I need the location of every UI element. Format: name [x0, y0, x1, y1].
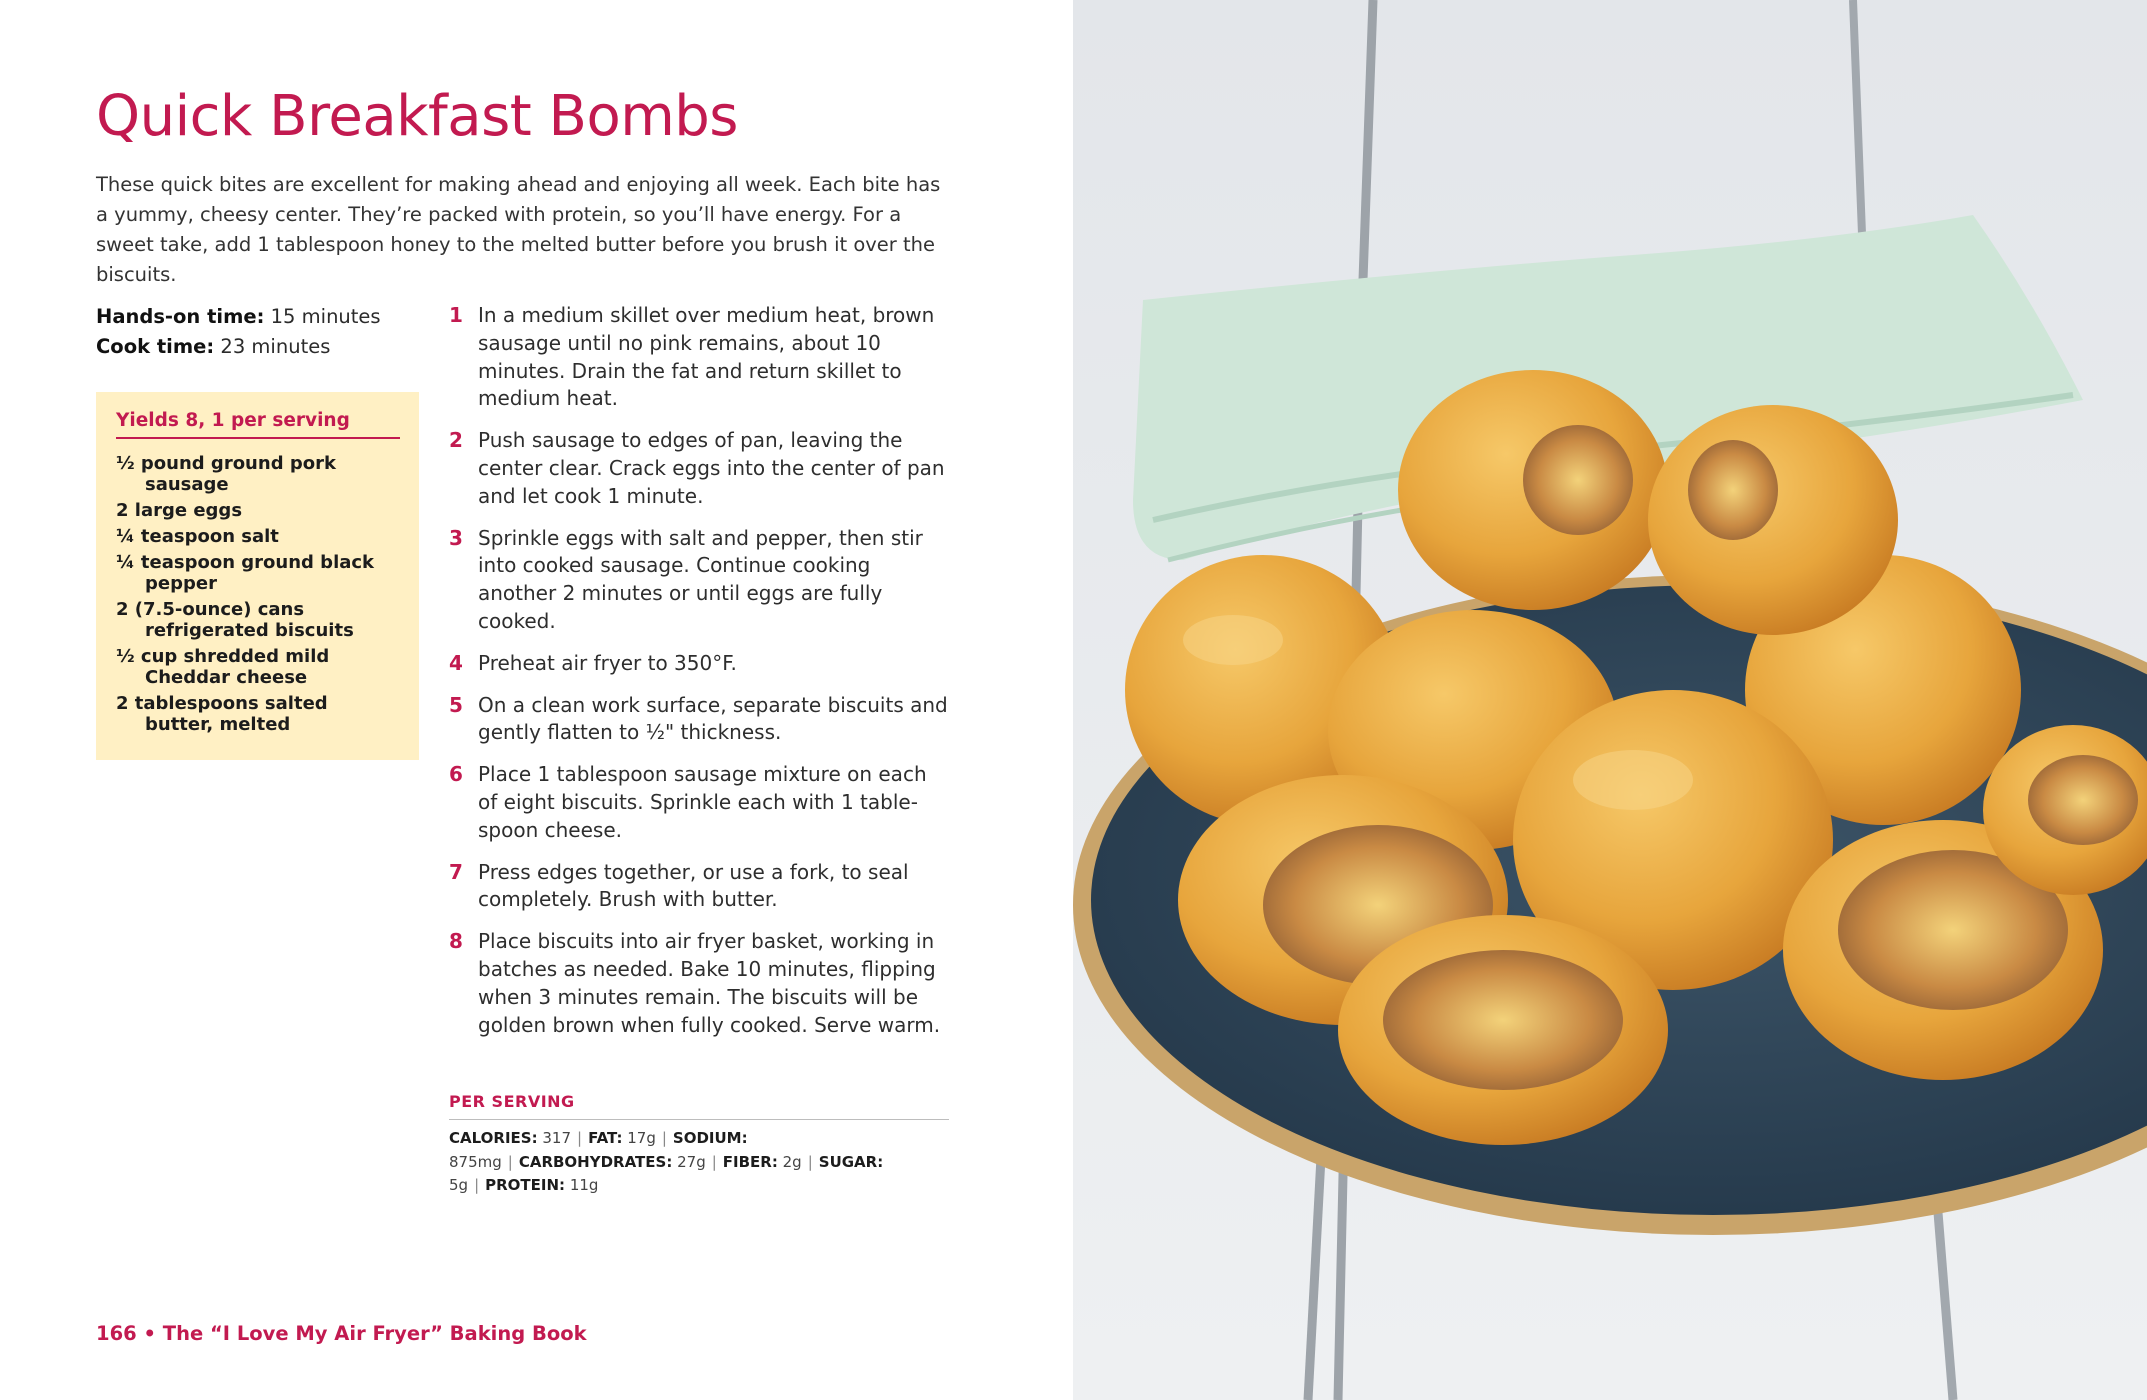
step-item [449, 525, 949, 636]
hands-on-time [96, 302, 426, 332]
step-number: 1 [449, 303, 463, 327]
step-text: Preheat air fryer to 350°F. [478, 650, 737, 675]
ingredient-item: 2 (7.5-ounce) cans refrigerated biscuits [116, 599, 354, 641]
yields-title: Yields 8, 1 per serving [116, 410, 400, 439]
step-item [449, 859, 949, 915]
nutrition-facts [449, 1127, 959, 1198]
step-number: 5 [449, 692, 463, 717]
sodium-label: SODIUM: [672, 1129, 748, 1147]
separator: | [577, 1129, 583, 1147]
calories-value: 317 [542, 1129, 571, 1147]
food-photo-illustration [1073, 0, 2147, 1400]
fat-value: 17g [627, 1129, 656, 1147]
fat-label: FAT: [588, 1129, 623, 1147]
step-text: On a clean work surface, separate biscuits and gently flatten to ½" thickness. [478, 692, 948, 745]
step-item [449, 650, 949, 678]
step-text: Push sausage to edges of pan, leaving the center clear. Crack eggs into the center of pan and let cook 1 minute. [478, 428, 945, 508]
step-item [449, 692, 949, 748]
step-number: 3 [449, 525, 463, 550]
step-number: 8 [449, 929, 463, 954]
ingredient-item: ½ cup shredded mild Cheddar cheese [116, 646, 330, 688]
step-text: Place 1 tablespoon sausage mixture on each of eight biscuits. Sprinkle each with 1 tablespoon cheese. [478, 762, 927, 842]
separator: | [474, 1176, 480, 1194]
food-photo [1073, 0, 2147, 1400]
step-text: Press edges together, or use a fork, to seal completely. Brush with butter. [478, 859, 909, 912]
protein-label: PROTEIN: [485, 1176, 566, 1194]
per-serving-heading: PER SERVING [449, 1092, 949, 1120]
fiber-label: FIBER: [722, 1152, 778, 1171]
footer-bullet: • [143, 1322, 156, 1345]
step-number: 7 [449, 859, 463, 884]
sodium-value: 875mg [449, 1152, 502, 1171]
separator: | [507, 1152, 513, 1171]
time-info [96, 302, 426, 362]
step-item [449, 427, 949, 510]
step-text: Place biscuits into air fryer basket, working in batches as needed. Bake 10 minutes, flipping when 3 minutes remain. The biscuits will be golden brown when fully cooked. Serve warm. [478, 929, 941, 1037]
step-item [449, 302, 949, 413]
step-number: 4 [449, 650, 463, 675]
ingredient-item: 2 large eggs [116, 500, 243, 521]
step-text: Sprinkle eggs with salt and pepper, then stir into cooked sausage. Continue cooking another 2 minutes or until eggs are fully cooked. [478, 525, 923, 633]
instruction-steps [449, 302, 949, 1053]
ingredient-item: ½ pound ground pork sausage [116, 453, 336, 495]
calories-label: CALORIES: [449, 1129, 538, 1147]
separator: | [807, 1152, 813, 1171]
carbs-value: 27g [677, 1152, 706, 1171]
ingredient-item: 2 tablespoons salted butter, melted [116, 693, 328, 735]
ingredients-box [96, 392, 419, 760]
cook-label: Cook time: [96, 335, 215, 358]
ingredient-item: ¼ teaspoon ground black pepper [116, 552, 375, 594]
recipe-title: Quick Breakfast Bombs [96, 84, 738, 149]
sugar-label: SUGAR: [818, 1152, 884, 1171]
text-page [0, 0, 1073, 1400]
book-title: The “I Love My Air Fryer” Baking Book [162, 1322, 587, 1345]
sugar-value: 5g [449, 1176, 469, 1194]
step-number: 6 [449, 762, 463, 787]
step-item [449, 928, 949, 1039]
step-item [449, 761, 949, 844]
carbs-label: CARBOHYDRATES: [518, 1152, 673, 1171]
separator: | [661, 1129, 667, 1147]
ingredient-item: ¼ teaspoon salt [116, 526, 279, 547]
protein-value: 11g [569, 1176, 599, 1194]
cook-time [96, 332, 426, 362]
hands-on-label: Hands-on time: [96, 305, 265, 328]
hands-on-value: 15 minutes [270, 305, 381, 328]
step-number: 2 [449, 428, 463, 453]
fiber-value: 2g [782, 1152, 802, 1171]
cook-value: 23 minutes [220, 335, 331, 358]
step-text: In a medium skillet over medium heat, brown sausage until no pink remains, about 10 minutes. Drain the fat and return skillet to medium heat. [478, 303, 935, 411]
page-number: 166 [96, 1322, 137, 1345]
recipe-intro: These quick bites are excellent for making ahead and enjoying all week. Each bite has a yummy, cheesy center. They’re packed with protein, so you’ll have energy. For a sweet take, add 1 tablespoon honey to the melted butter before you brush it over the biscuits. [96, 173, 941, 286]
ingredient-list [116, 453, 400, 735]
page-footer [96, 1322, 587, 1345]
separator: | [711, 1152, 717, 1171]
